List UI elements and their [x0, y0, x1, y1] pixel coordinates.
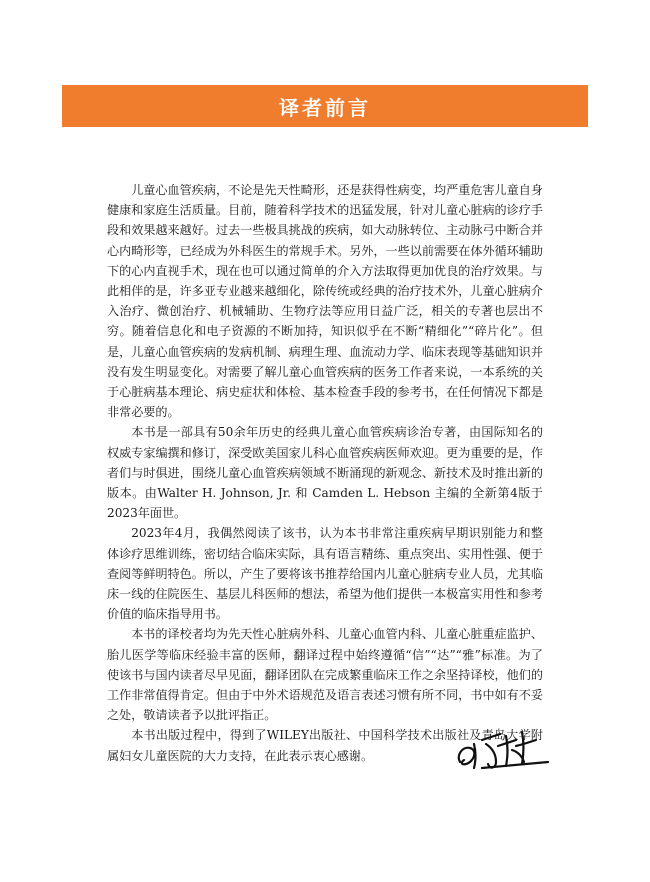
paragraph-5: 本书出版过程中，得到了WILEY出版社、中国科学技术出版社及青岛大学附属妇女儿童医院的大力支持，在此表示衷心感谢。: [107, 728, 543, 763]
handwritten-signature-icon: [452, 722, 552, 776]
paragraph-3: 2023年4月，我偶然阅读了该书，认为本书非常注重疾病早期识别能力和整体诊疗思维训练，密切结合临床实际，具有语言精练、重点突出、实用性强、便于查阅等鲜明特色。所以，产生了要将该书推荐给国内儿童心脏病专业人员，尤其临床一线的住院医生、基层儿科医师的想法，希望为他们提供一本极富实用性和参考价值的临床指导用书。: [107, 526, 543, 622]
preface-body: [107, 180, 543, 766]
paragraph-1: 儿童心血管疾病，不论是先天性畸形，还是获得性病变，均严重危害儿童自身健康和家庭生活质量。目前，随着科学技术的迅猛发展，针对儿童心脏病的诊疗手段和效果越来越好。过去一些极具挑战的疾病，如大动脉转位、主动脉弓中断合并心内畸形等，已经成为外科医生的常规手术。另外，一些以前需要在体外循环辅助下的心内直视手术，现在也可以通过简单的介入方法取得更加优良的治疗效果。与此相伴的是，许多亚专业越来越细化，除传统或经典的治疗技术外，儿童心脏病介入治疗、微创治疗、机械辅助、生物疗法等应用日益广泛，相关的专著也层出不穷。随着信息化和电子资源的不断加持，知识似乎在不断“精细化”“碎片化”。但是，儿童心血管疾病的发病机制、病理生理、血流动力学、临床表现等基础知识并没有发生明显变化。对需要了解儿童心血管疾病的医务工作者来说，一本系统的关于心脏病基本理论、病史症状和体检、基本检查手段的参考书，在任何情况下都是非常必要的。: [107, 183, 543, 420]
paragraph-2: 本书是一部具有50余年历史的经典儿童心血管疾病诊治专著，由国际知名的权威专家编撰和修订，深受欧美国家儿科心血管疾病医师欢迎。更为重要的是，作者们与时俱进，围绕儿童心血管疾病领域不断涌现的新观念、新技术及时推出新的版本。由Walter H. Johnson, Jr. 和 Camden L. Hebson 主编的全新第4版于2023年面世。: [107, 425, 543, 521]
title-banner: [62, 85, 588, 127]
paragraph-4: 本书的译校者均为先天性心脏病外科、儿童心血管内科、儿童心脏重症监护、胎儿医学等临床经验丰富的医师，翻译过程中始终遵循“信”“达”“雅”标准。为了使该书与国内读者尽早见面，翻译团队在完成繁重临床工作之余坚持译校，他们的工作非常值得肯定。但由于中外术语规范及语言表述习惯有所不同，书中如有不妥之处，敬请读者予以批评指正。: [107, 627, 543, 723]
page-title: 译者前言: [279, 95, 371, 120]
